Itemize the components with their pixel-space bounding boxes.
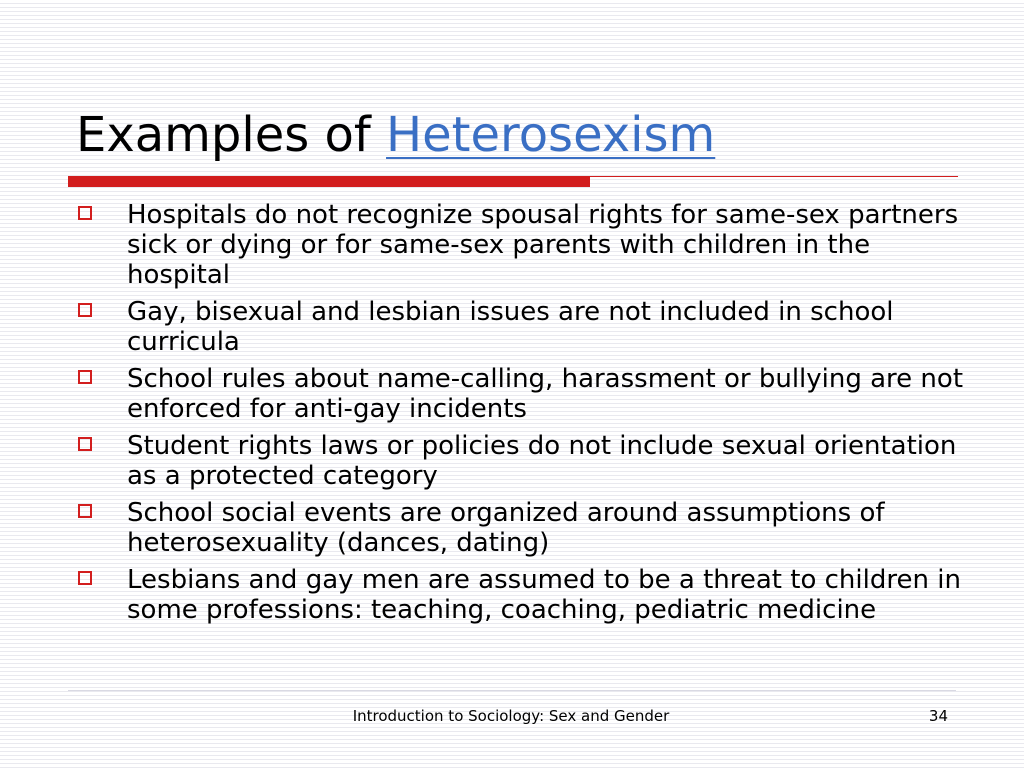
footer-text: Introduction to Sociology: Sex and Gender [352,707,670,725]
bullet-item [76,364,966,424]
page-number: 34 [928,707,948,725]
footer-divider [68,690,956,691]
slide-title [76,100,715,170]
title-prefix: Examples of [76,107,387,163]
bullet-text: School social events are organized around assumptions of heterosexuality (dances, dating) [127,498,885,558]
bullet-text: Student rights laws or policies do not include sexual orientation as a protected category [127,431,957,491]
bullet-item [76,297,966,357]
bullet-text: Hospitals do not recognize spousal rights for same-sex partners sick or dying or for same-sex parents with children in the hospital [127,200,959,290]
square-bullet-icon [78,571,92,585]
square-bullet-icon [78,206,92,220]
bullet-text: School rules about name-calling, harassment or bullying are not enforced for anti-gay incidents [127,364,964,424]
bullet-list [76,200,966,632]
title-underline-thick [68,176,590,187]
square-bullet-icon [78,303,92,317]
square-bullet-icon [78,370,92,384]
square-bullet-icon [78,504,92,518]
title-underline-thin [590,176,958,177]
bullet-item [76,431,966,491]
square-bullet-icon [78,437,92,451]
bullet-item [76,498,966,558]
heterosexism-link[interactable]: Heterosexism [386,107,716,163]
bullet-item [76,565,966,625]
bullet-text: Lesbians and gay men are assumed to be a threat to children in some professions: teaching, coaching, pediatric medicine [127,565,961,625]
bullet-item [76,200,966,290]
bullet-text: Gay, bisexual and lesbian issues are not included in school curricula [127,297,894,357]
